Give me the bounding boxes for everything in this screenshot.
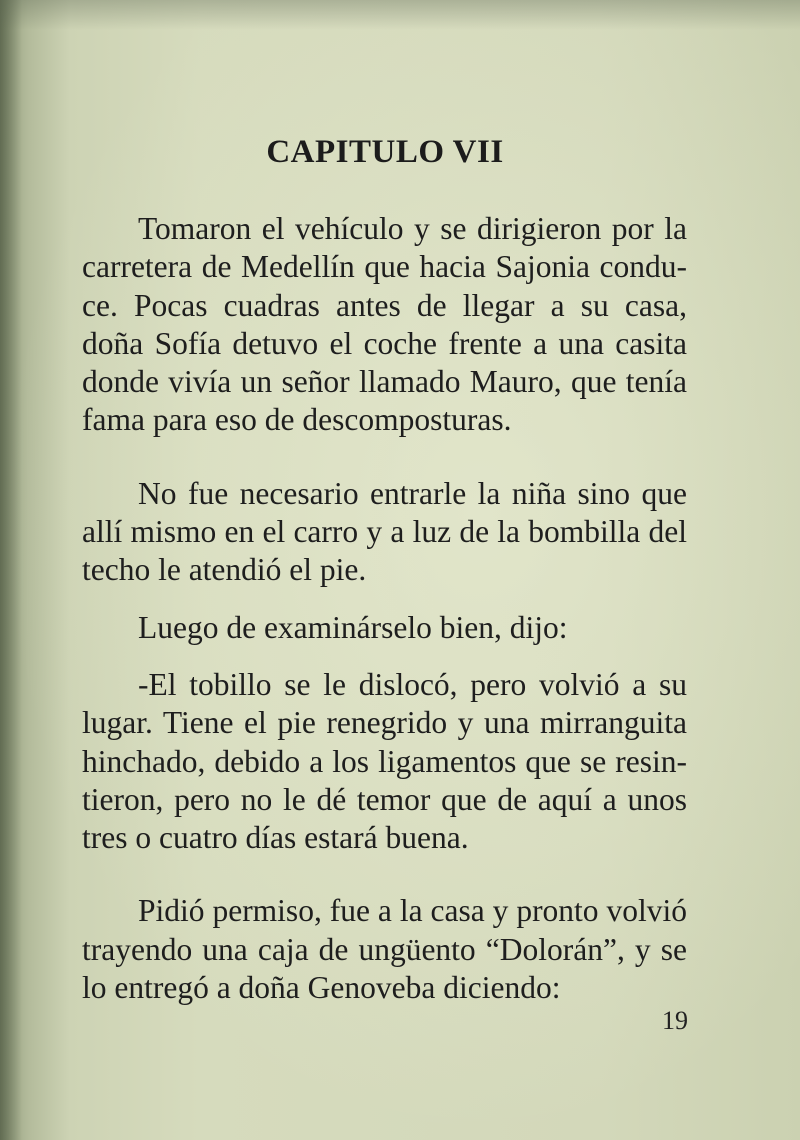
body-text (82, 210, 687, 1007)
paragraph-2: No fue necesario entrarle la niña sino que allí mismo en el carro y a luz de la bombilla del techo le atendió el pie. (82, 475, 687, 588)
paragraph-3: Luego de examinárselo bien, dijo: (138, 609, 568, 645)
chapter-title: CAPITULO VII (266, 134, 504, 170)
paragraph-4: -El tobillo se le dislocó, pero volvió a su lugar. Tiene el pie renegrido y una mirranguita hinchado, debido a los ligamentos que se resintieron, pero no le dé temor que de aquí a unos tres o cuatro días estará buena. (82, 666, 687, 856)
page-number: 19 (662, 1006, 688, 1035)
paragraph-5: Pidió permiso, fue a la casa y pronto volvió trayendo una caja de ungüento “Dolorán”, y se lo entregó a doña Genoveba diciendo: (82, 893, 687, 1006)
paragraph-1: Tomaron el vehículo y se dirigieron por la carretera de Medellín que hacia Sajonia conduce. Pocas cuadras antes de llegar a su casa, doña Sofía detuvo el coche frente a una casita donde vivía un señor llamado Mauro, que tenía fama para eso de descomposturas. (82, 211, 687, 438)
